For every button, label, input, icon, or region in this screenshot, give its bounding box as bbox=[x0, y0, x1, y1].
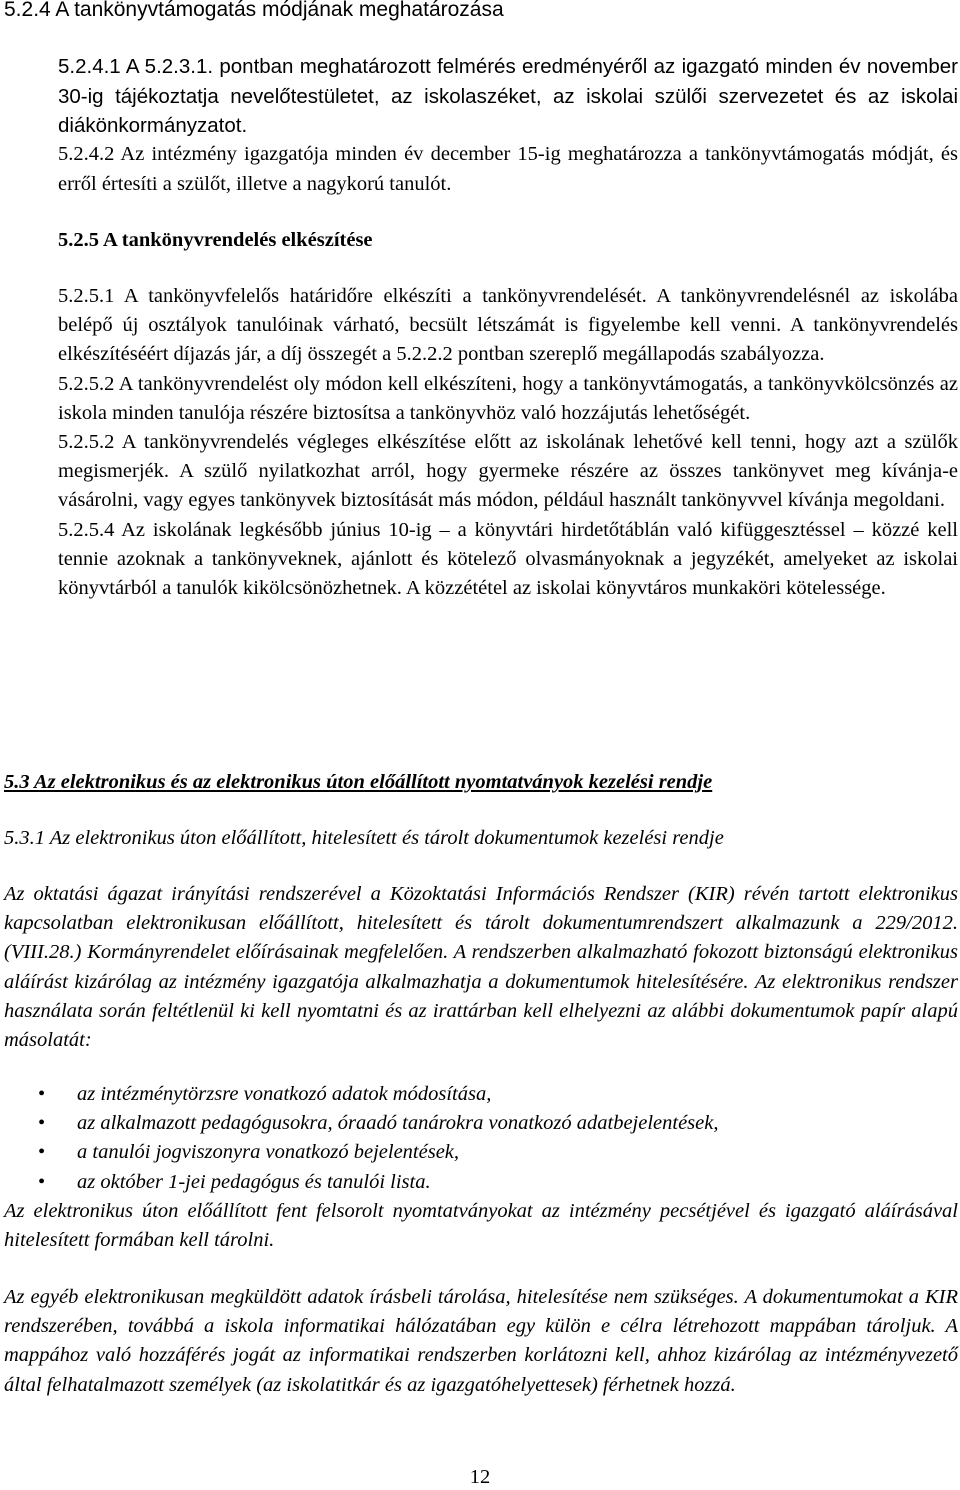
paragraph-kir: Az oktatási ágazat irányítási rendszerével a Közoktatási Információs Rendszer (KIR) révén tartott elektronikus kapcsolatban elektronikusan előállított, hitelesített és tárolt dokumentumrendszert alkalmazunk a 229/2012. (VIII.28.) Kormányrendelet előírásainak megfelelően. A rendszerben alkalmazható fokozott biztonságú elektronikus aláírást kizárólag az intézmény igazgatója alkalmazhatja a dokumentumok hitelesítésére. Az elektronikus rendszer használata során feltétlenül ki kell nyomtatni és az irattárban kell elhelyezni az alábbi dokumentumok papír alapú másolatát: bbox=[4, 883, 958, 1052]
list-item-text: a tanulói jogviszonyra vonatkozó bejelentések, bbox=[77, 1141, 460, 1164]
document-list bbox=[4, 1080, 958, 1197]
section-body-5-2-5 bbox=[58, 282, 958, 603]
bullet-icon: • bbox=[38, 1170, 46, 1193]
page-number: 12 bbox=[469, 1466, 491, 1488]
list-item bbox=[4, 1080, 958, 1109]
paragraph-egyeb: Az egyéb elektronikusan megküldött adatok írásbeli tárolása, hitelesítése nem szükséges. A dokumentumokat a KIR rendszerében, továbbá a iskola informatikai hálózatában egy külön e célra létrehozott mappában tároljuk. A mappához való hozzáférés jogát az informatikai rendszerben korlátozni kell, ahhoz kizárólag az intézményvezető által felhatalmazott személyek (az iskolatitkár és az igazgatóhelyettesek) férhetnek hozzá. bbox=[4, 1286, 958, 1396]
paragraph-5-2-5-1: 5.2.5.1 A tankönyvfelelős határidőre elkészíti a tankönyvrendelését. A tankönyvrendelésnél az iskolába belépő új osztályok tanulóinak várható, becsült létszámát is figyelembe kell venni. A tankönyvrendelés elkészítéséért díjazás jár, a díj összegét a 5.2.2.2 pontban szereplő megállapodás szabályozza. bbox=[58, 285, 958, 366]
section-heading-5-3: 5.3 Az elektronikus és az elektronikus úton előállított nyomtatványok kezelési rendje bbox=[4, 771, 713, 793]
list-item bbox=[4, 1109, 958, 1138]
paragraph-5-2-5-4: 5.2.5.4 Az iskolának legkésőbb június 10-ig – a könyvtári hirdetőtáblán való kifüggesztéssel – közzé kell tennie azoknak a tankönyveknek, ajánlott és kötelező olvasmányoknak a jegyzékét, amelyeket az iskolai könyvtárból a tanulók kikölcsönözhetnek. A közzététel az iskolai könyvtáros munkaköri kötelessége. bbox=[58, 518, 958, 600]
list-item-text: az alkalmazott pedagógusokra, óraadó tanárokra vonatkozó adatbejelentések, bbox=[77, 1112, 719, 1135]
bullet-icon: • bbox=[38, 1083, 46, 1105]
paragraph-after-list: Az elektronikus úton előállított fent felsorolt nyomtatványokat az intézmény pecsétjével és igazgató aláírásával hitelesített formában kell tárolni. bbox=[4, 1200, 958, 1252]
bullet-icon: • bbox=[38, 1141, 46, 1164]
section-heading-5-2-4: 5.2.4 A tankönyvtámogatás módjának meghatározása bbox=[4, 0, 504, 21]
list-item bbox=[4, 1138, 958, 1167]
list-item bbox=[4, 1168, 958, 1197]
paragraph-5-2-4-1: 5.2.4.1 A 5.2.3.1. pontban meghatározott felmérés eredményéről az igazgató minden év november 30-ig tájékoztatja nevelőtestületet, az iskolaszéket, az iskolai szülői szervezetet és az iskolai diákönkormányzatot. bbox=[58, 55, 958, 137]
paragraph-5-2-5-2a: 5.2.5.2 A tankönyvrendelést oly módon kell elkészíteni, hogy a tankönyvtámogatás, a tankönyvkölcsönzés az iskola minden tanulója részére biztosítsa a tankönyvhöz való hozzájutás lehetőségét. bbox=[58, 372, 958, 424]
paragraph-5-2-5-2b: 5.2.5.2 A tankönyvrendelés végleges elkészítése előtt az iskolának lehetővé kell tenni, hogy azt a szülők megismerjék. A szülő nyilatkozhat arról, hogy gyermeke részére az összes tankönyvet meg kívánja-e vásárolni, vagy egyes tankönyvek biztosítását más módon, például használt tankönyvvel kívánja megoldani. bbox=[58, 431, 958, 512]
list-item-text: az október 1-jei pedagógus és tanulói lista. bbox=[77, 1170, 431, 1193]
section-heading-5-2-5: 5.2.5 A tankönyvrendelés elkészítése bbox=[58, 229, 373, 251]
bullet-icon: • bbox=[38, 1112, 46, 1135]
section-heading-5-3-1: 5.3.1 Az elektronikus úton előállított, hitelesített és tárolt dokumentumok kezelési rendje bbox=[4, 827, 724, 849]
paragraph-5-2-4-2: 5.2.4.2 Az intézmény igazgatója minden év december 15-ig meghatározza a tankönyvtámogatás módját, és erről értesíti a szülőt, illetve a nagykorú tanulót. bbox=[58, 143, 958, 195]
list-item-text: az intézménytörzsre vonatkozó adatok módosítása, bbox=[77, 1083, 492, 1105]
